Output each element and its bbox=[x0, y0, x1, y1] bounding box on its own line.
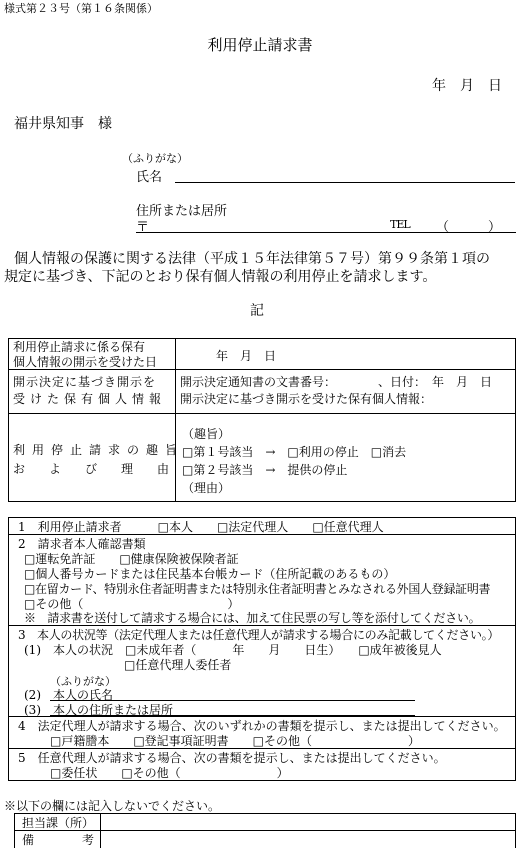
row1-label-2: 個人情報の開示を受けた日 bbox=[13, 355, 158, 369]
reason-label: （理由） bbox=[182, 481, 231, 495]
tel-paren: （ ） bbox=[436, 220, 502, 235]
ki-label: 記 bbox=[250, 303, 264, 319]
section-1-requester[interactable]: 1 利用停止請求者 □本人 □法定代理人 □任意代理人 bbox=[18, 520, 384, 534]
row2-label-2: 受けた保有個人情報 bbox=[13, 392, 167, 406]
section-4-title: 4 法定代理人が請求する場合、次のいずれかの書類を提示し、または提出してください。 bbox=[18, 719, 506, 733]
row2-label-1: 開示決定に基づき開示を bbox=[13, 375, 157, 389]
section-3-title: 3 本人の状況等（法定代理人または任意代理人が請求する場合にのみ記載してください。） bbox=[18, 628, 500, 642]
id-docs-line-3[interactable]: □在留カード、特別永住者証明書または特別永住者証明書とみなされる外国人登録証明書 bbox=[24, 582, 491, 596]
purpose-label: （趣旨） bbox=[182, 427, 231, 441]
principal-status-proxy[interactable]: □任意代理人委任者 bbox=[124, 658, 232, 672]
id-docs-line-2[interactable]: □個人番号カードまたは住民基本台帳カード（住所記載のあるもの） bbox=[24, 567, 396, 581]
intro-line-2: 規定に基づき、下記のとおり保有個人情報の利用停止を請求します。 bbox=[4, 269, 437, 285]
principal-furigana: （ふりがな） bbox=[50, 675, 116, 688]
principal-address[interactable]: (3) 本人の住所または居所 bbox=[24, 703, 173, 717]
id-docs-line-1[interactable]: □運転免許証 □健康保険被保険者証 bbox=[24, 552, 239, 566]
id-docs-line-4[interactable]: □その他（ ） bbox=[24, 597, 240, 611]
row2-value-2[interactable]: 開示決定に基づき開示を受けた保有個人情報： bbox=[180, 392, 433, 406]
section-5-title: 5 任意代理人が請求する場合、次の書類を提示し、または提出してください。 bbox=[18, 751, 446, 765]
section-2-title: 2 請求者本人確認書類 bbox=[18, 537, 146, 551]
principal-status[interactable]: (1) 本人の状況 □未成年者（ 年 月 日生） □成年被後見人 bbox=[24, 643, 442, 657]
furigana-label: （ふりがな） bbox=[122, 152, 188, 165]
postal-mark: 〒 bbox=[136, 220, 150, 235]
purpose-option-2[interactable]: □第２号該当 → 提供の停止 bbox=[182, 463, 348, 477]
row3-label-2: および理由 bbox=[13, 462, 194, 476]
addressee: 福井県知事 様 bbox=[14, 116, 112, 132]
row2-value-1[interactable]: 開示決定通知書の文書番号： 、日付： 年 月 日 bbox=[180, 375, 493, 389]
row3-label-1: 利用停止請求の趣旨 bbox=[13, 443, 185, 457]
page-title: 利用停止請求書 bbox=[207, 36, 313, 54]
row1-label-1: 利用停止請求に係る保有 bbox=[13, 340, 146, 354]
proxy-agent-docs[interactable]: □委任状 □その他（ ） bbox=[50, 766, 289, 780]
name-label: 氏名 bbox=[136, 170, 163, 185]
id-docs-note: ※ 請求書を送付して請求する場合には、加えて住民票の写し等を添付してください。 bbox=[24, 611, 481, 625]
address-field[interactable] bbox=[136, 232, 516, 233]
date: 年 月 日 bbox=[432, 78, 502, 94]
intro-line-1: 個人情報の保護に関する法律（平成１５年法律第５７号）第９９条第１項の bbox=[14, 251, 490, 267]
office-use-note: ※以下の欄には記入しないでください。 bbox=[4, 799, 221, 813]
form-number: 様式第２３号（第１６条関係） bbox=[4, 2, 158, 15]
address-label: 住所または居所 bbox=[136, 204, 228, 219]
dept-label: 担当課（所） bbox=[22, 816, 95, 830]
remarks-label: 備 考 bbox=[22, 833, 95, 847]
legal-agent-docs[interactable]: □戸籍謄本 □登記事項証明書 □その他（ ） bbox=[50, 734, 421, 748]
principal-name[interactable]: (2) 本人の氏名 bbox=[24, 688, 113, 702]
name-field[interactable] bbox=[175, 182, 515, 183]
tel-label: TEL bbox=[390, 218, 410, 231]
disclosure-date[interactable]: 年 月 日 bbox=[216, 349, 277, 363]
purpose-option-1[interactable]: □第１号該当 → □利用の停止 □消去 bbox=[182, 445, 407, 459]
